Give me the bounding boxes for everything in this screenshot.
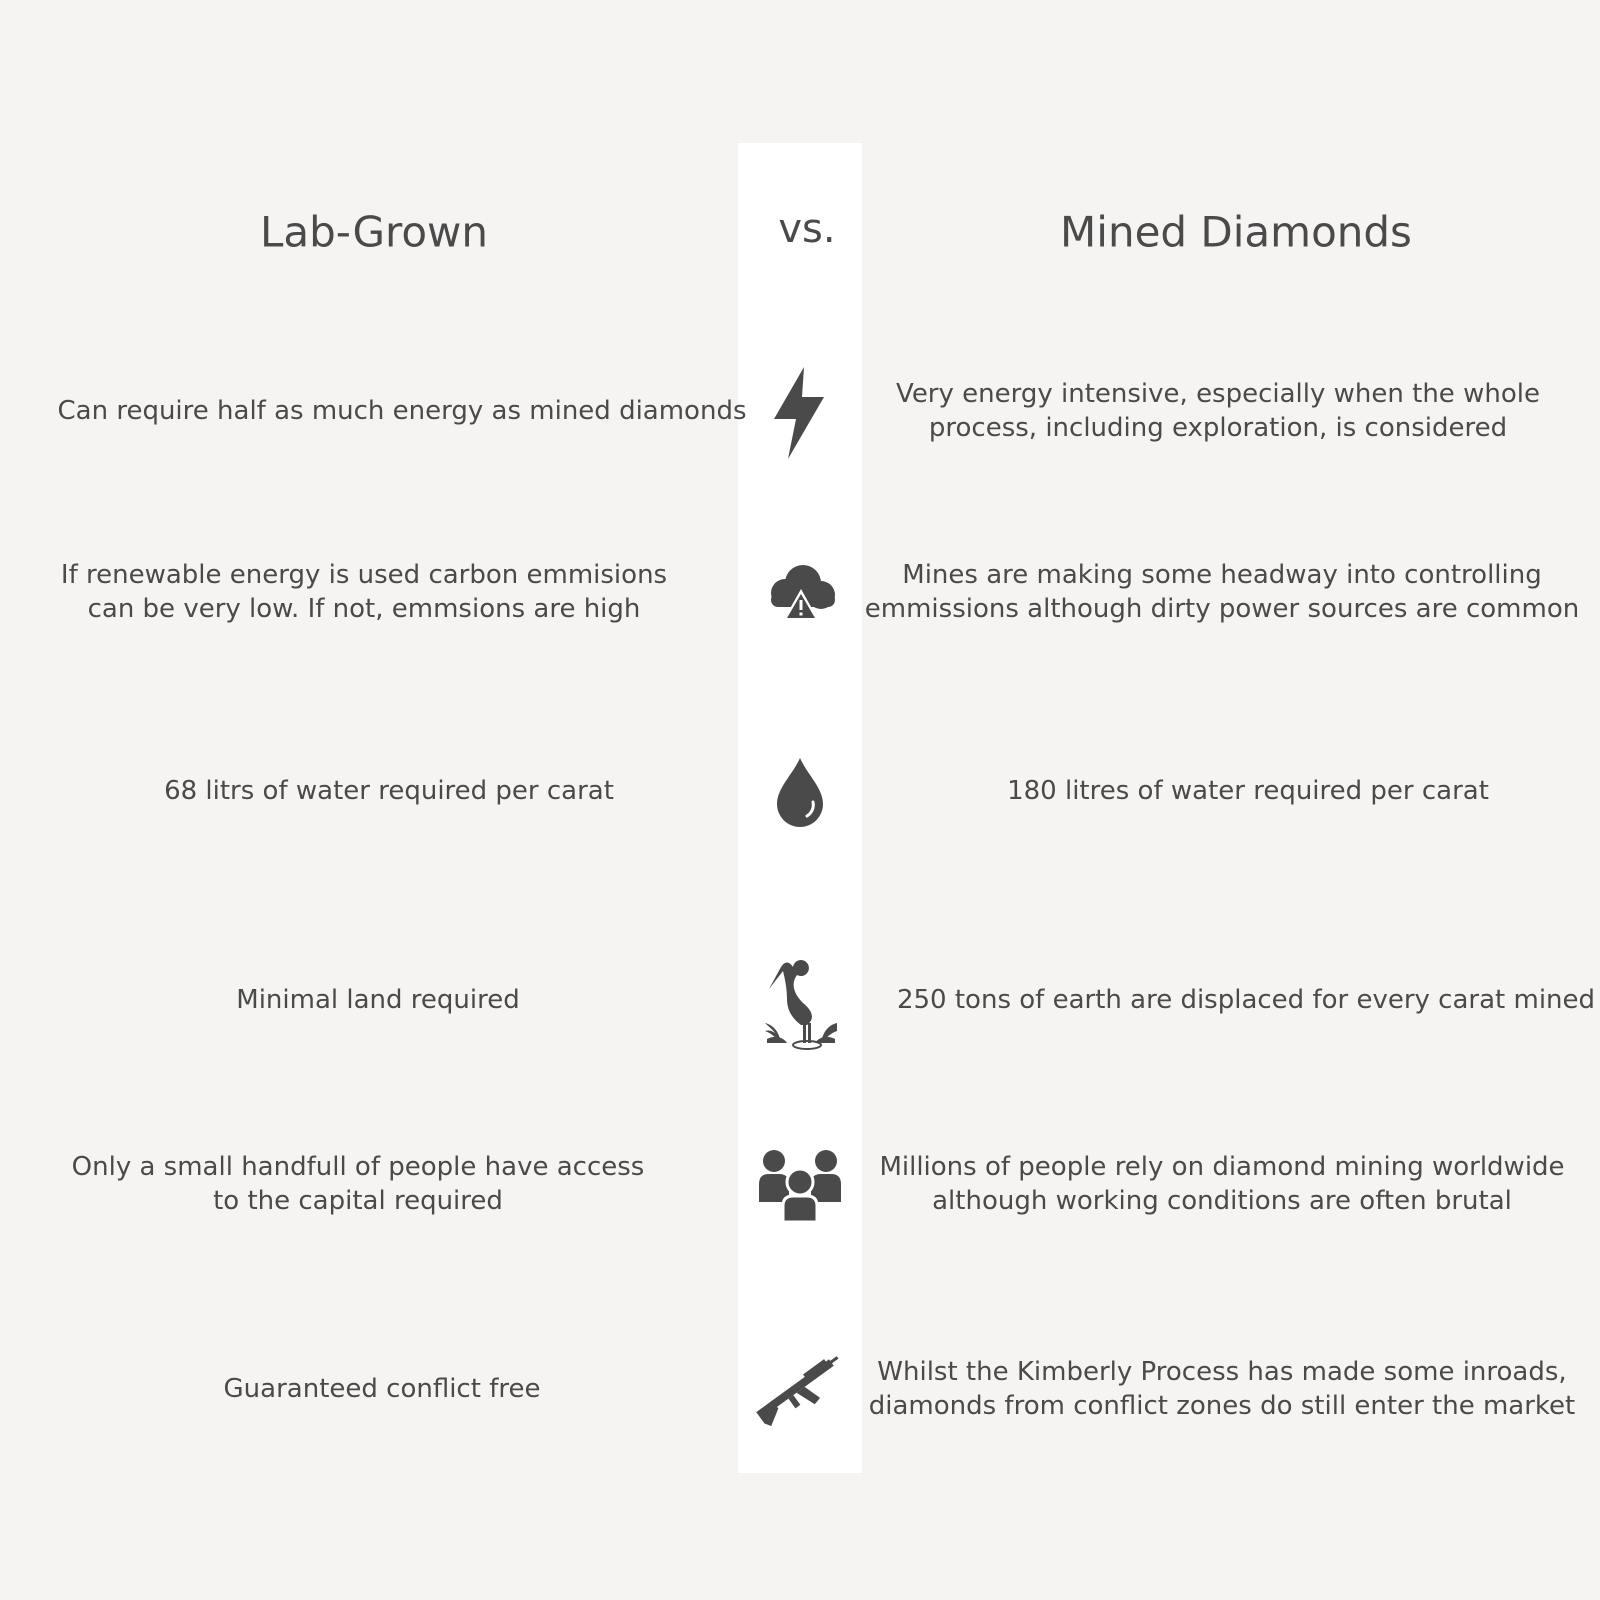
conflict-lab-grown-text: Guaranteed conflict free [223,1374,541,1404]
lab-grown-title: Lab-Grown [259,207,489,257]
lightning-icon [774,367,826,459]
land-lab-grown-text: Minimal land required [236,985,520,1015]
emissions-lab-grown-text: If renewable energy is used carbon emmisions can be very low. If not, emmsions are high [60,560,668,624]
land-mined-text: 250 tons of earth are displaced for every carat mined [896,985,1596,1015]
water-lab-grown-text: 68 litrs of water required per carat [164,776,614,806]
energy-lab-grown-text: Can require half as much energy as mined diamonds [57,396,747,426]
energy-mined-text: Very energy intensive, especially when the whole process, including exploration, is considered [896,379,1540,443]
mined-diamonds-title: Mined Diamonds [1060,207,1412,257]
people-mined-text: Millions of people rely on diamond mining worldwide although working conditions are often brutal [879,1152,1565,1216]
vs-label: vs. [778,206,836,252]
heron-wetland-icon [763,953,839,1051]
cloud-warning-icon [765,565,837,621]
rifle-icon [751,1346,849,1432]
people-group-icon [759,1150,841,1222]
people-lab-grown-text: Only a small handfull of people have access to the capital required [71,1152,645,1216]
conflict-mined-text: Whilst the Kimberly Process has made some inroads, diamonds from conflict zones do still enter the market [868,1357,1576,1421]
water-mined-text: 180 litres of water required per carat [1007,776,1489,806]
emissions-mined-text: Mines are making some headway into controlling emmissions although dirty power sources are common [864,560,1580,624]
water-drop-icon [777,758,823,828]
